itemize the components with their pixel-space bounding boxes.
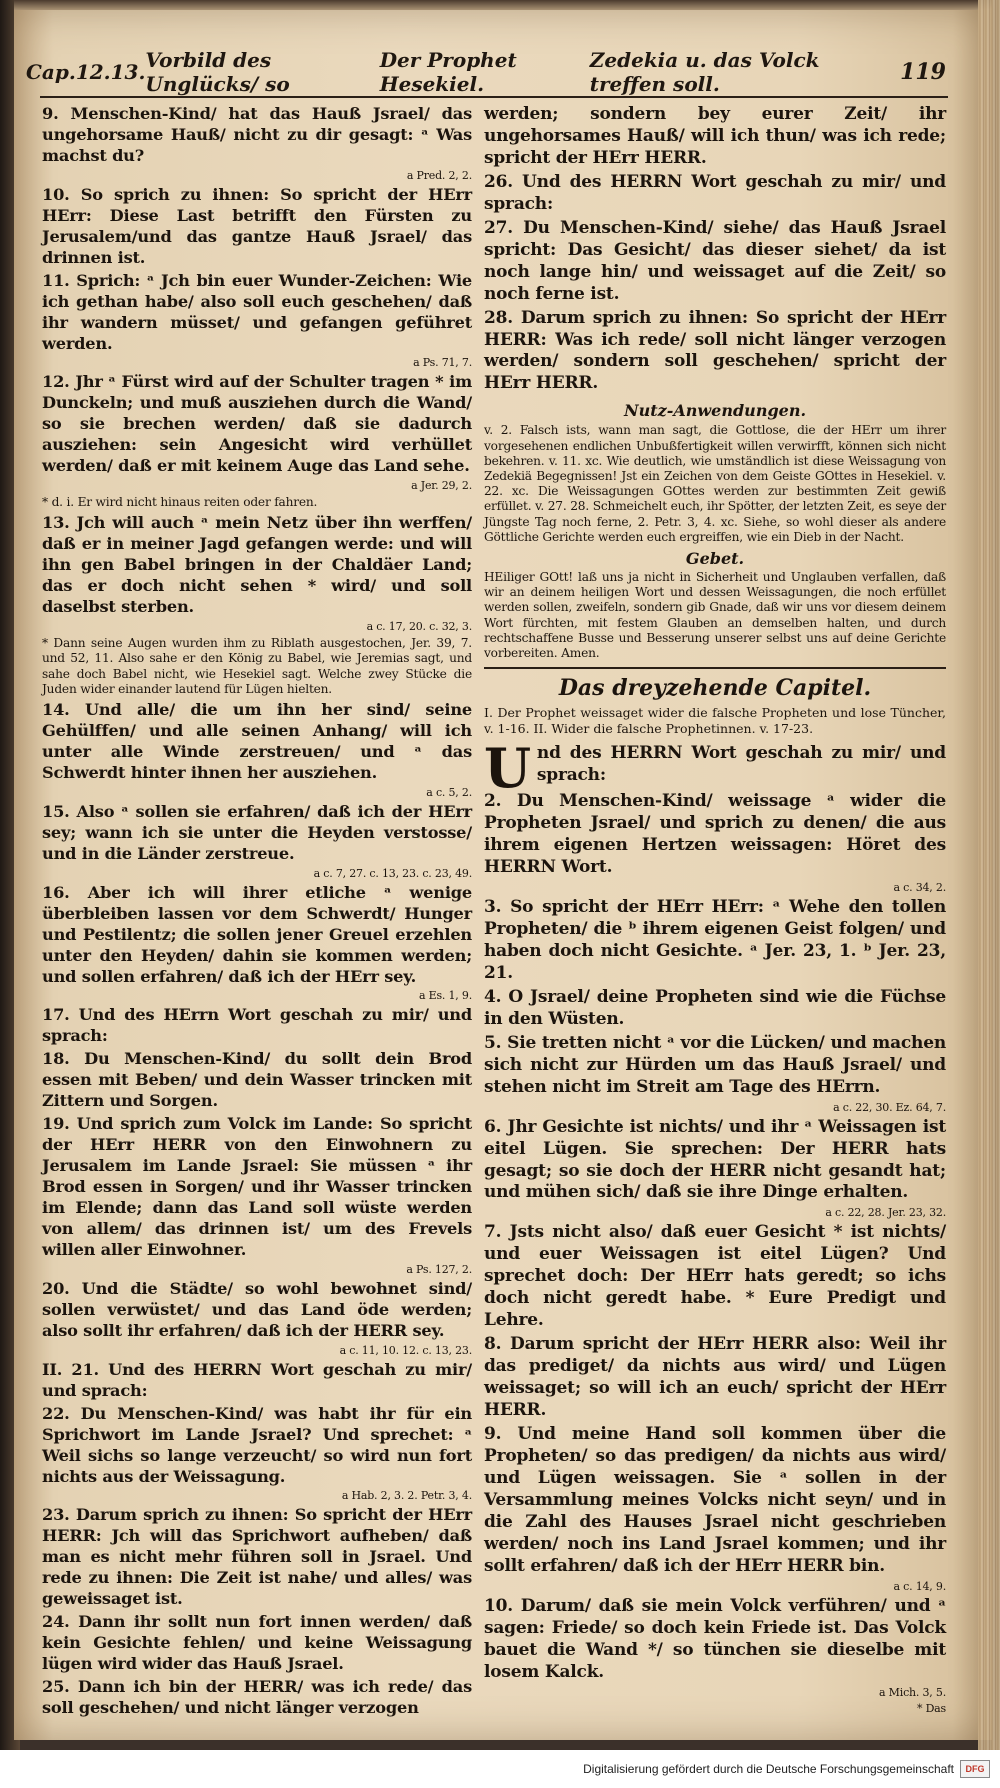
marginal-reference: a Jer. 29, 2. [411,479,472,493]
verse-paragraph: 4. O Jsrael/ deine Propheten sind wie die Füchse in den Wüsten. [484,986,946,1029]
chapter-verses [484,791,946,1714]
header-book-title: Der Prophet Hesekiel. [379,48,517,96]
page-edge [978,0,1000,1750]
marginal-reference: a c. 7, 27. c. 13, 23. c. 23, 49. [313,866,472,880]
verse-paragraph: 25. Dann ich bin der HERR/ was ich rede/ das soll geschehen/ und nicht länger verzogen [42,1677,472,1718]
left-column [42,104,472,1721]
verse-paragraph: 10. So sprich zu ihnen: So spricht der HErr HErr: Diese Last betrifft den Fürsten zu Jerusalem/und das gantze Hauß Jsrael/ das drinnen ist. [42,184,472,267]
header-rule [40,96,948,98]
verse-paragraph: 17. Und des HErrn Wort geschah zu mir/ und sprach: [42,1005,472,1046]
verse-paragraph: 22. Du Menschen-Kind/ was habt ihr für ein Sprichwort im Lande Jsrael? Und sprechet: ᵃ Weil sichs so lange verzeucht/ so wird nun fort nichts aus der Weissagung. [42,1403,472,1486]
marginal-reference: a c. 34, 2. [893,881,946,895]
footnote: * d. i. Er wird nicht hinaus reiten oder fahren. [42,495,318,510]
marginal-reference: a c. 22, 28. Jer. 23, 32. [825,1206,946,1220]
marginal-reference: a Mich. 3, 5. [879,1685,946,1699]
header-chapter-ref: Cap.12.13. [26,60,146,84]
verse-paragraph: 12. Jhr ᵃ Fürst wird auf der Schulter tragen * im Dunckeln; und muß ausziehen durch die Wand/ so sie brechen werden/ daß sie dadurch ausziehen: sein Angesicht wird verhüllet werden/ daß er mit keinem Auge das Land sehe. [42,372,472,476]
verse-paragraph: 15. Also ᵃ sollen sie erfahren/ daß ich der HErr sey; wann ich sie unter die Heyden verstosse/ und in die Länder zerstreue. [42,801,472,863]
chapter-summary: I. Der Prophet weissaget wider die falsche Propheten und lose Tüncher, v. 1-16. II. Wider die falsche Prophetinnen. v. 17-23. [484,705,946,737]
chapter-first-line: nd des HERRN Wort geschah zu mir/ und sprach: [536,743,946,786]
verse-paragraph: 6. Jhr Gesichte ist nichts/ und ihr ᵃ Weissagen ist eitel Lügen. Sie sprechen: Der HERR hats gesagt; so sie doch der HERR nicht gesandt hat; und mühen sich/ daß sie ihre Dinge erhalten. [484,1116,946,1203]
marginal-reference: * Das [916,1701,946,1715]
verse-paragraph: 18. Du Menschen-Kind/ du sollt dein Brod essen mit Beben/ und dein Wasser trincken mit Zittern und Sorgen. [42,1049,472,1111]
marginal-reference: a c. 11, 10. 12. c. 13, 23. [339,1343,472,1357]
footer-credit: Digitalisierung gefördert durch die Deutsche Forschungsgemeinschaft [583,1762,954,1776]
verse-paragraph: 14. Und alle/ die um ihn her sind/ seine Gehülffen/ und alle seinen Anhang/ will ich unter alle Winde zerstreuen/ und ᵃ das Schwerdt hinter ihnen her ausziehen. [42,700,472,782]
running-header [26,48,946,96]
digitization-footer [0,1750,1000,1788]
marginal-reference: a c. 17, 20. c. 32, 3. [366,620,472,634]
marginal-reference: a c. 5, 2. [426,785,472,799]
marginal-reference: a Es. 1, 9. [418,989,472,1003]
gebet-text: HEiliger GOtt! laß uns ja nicht in Sicherheit und Unglauben verfallen, daß wir an deinem heiligen Wort und dessen Weissagungen, die noch erfüllet werden sollen, zweifeln, sondern gib Gnade, daß wir uns vor diesem deinem Wort fürchten, mit festem Glauben an demselben halten, und durch rechtschaffene Busse und Besserung unserer selbst uns auf deine Gerichte vorbereiten. Amen. [484,570,946,661]
marginal-reference: a Ps. 71, 7. [413,356,472,370]
marginal-reference: a Ps. 127, 2. [406,1262,472,1276]
nutz-anwendungen-title: Nutz-Anwendungen. [623,401,807,421]
verse-paragraph: 10. Darum/ daß sie mein Volck verführen/ und ᵃ sagen: Friede/ so doch kein Friede ist. Das Volck bauet die Wand */ so tünchen sie dieselbe mit losem Kalck. [484,1595,946,1682]
verse-paragraph: 2. Du Menschen-Kind/ weissage ᵃ wider die Propheten Jsrael/ und sprich zu denen/ die aus ihrem eigenen Hertzen weissagen: Höret des HERRN Wort. [484,791,946,878]
dfg-logo: DFG [960,1760,990,1778]
section-rule [484,667,946,669]
verse-paragraph: werden; sondern bey eurer Zeit/ ihr ungehorsames Hauß/ will ich thun/ was ich rede; spricht der HErr HERR. [484,104,946,168]
verse-paragraph: 9. Und meine Hand soll kommen über die Propheten/ so das predigen/ da nichts aus wird/ und Lügen weissagen. Sie ᵃ sollen in der Versammlung meines Volcks nicht seyn/ und in die Zahl des Hauses Jsrael nicht geschrieben werden/ noch ins Land Jsrael kommen; und ihr sollt erfahren/ daß ich der HErr HERR bin. [484,1424,946,1576]
verse-paragraph: 9. Menschen-Kind/ hat das Hauß Jsrael/ das ungehorsame Hauß/ nicht zu dir gesagt: ᵃ Was machst du? [42,104,472,165]
chapter-first-verse [484,736,946,801]
verse-paragraph: 24. Dann ihr sollt nun fort innen werden/ daß kein Gesichte fehlen/ und keine Weissagung lügen wird wider das Hauß Jsrael. [42,1612,472,1674]
marginal-reference: a Hab. 2, 3. 2. Petr. 3, 4. [341,1489,472,1503]
verse-paragraph: 3. So spricht der HErr HErr: ᵃ Wehe den tollen Propheten/ die ᵇ ihrem eigenen Geist folgen/ und haben doch nicht Gesichte. ᵃ Jer. 23, 1. ᵇ Jer. 23, 21. [484,897,946,983]
verse-paragraph: 23. Darum sprich zu ihnen: So spricht der HErr HERR: Jch will das Sprichwort aufheben/ daß man es nicht mehr führen soll in Jsrael. Und rede zu ihnen: Die Zeit ist nahe/ und alles/ was geweissaget ist. [42,1505,472,1609]
page-number: 119 [900,59,946,85]
nutz-anwendungen-text: v. 2. Falsch ists, wann man sagt, die Gottlose, die der HErr um ihrer vorgesehenen endlichen Unbußfertigkeit willen verwirfft, können sich nicht bekehren. v. 11. xc. Wie deutlich, wie umständlich ist diese Weissagung von Zedekiä Begegnissen! Jst ein Zeichen von dem Geiste GOttes in Hesekiel. v. 22. xc. Die Weissagungen GOttes werden zur bestimmten Zeit gewiß erfüllet. v. 27. 28. Schmeichelt euch, ihr Spötter, der letzten Zeit, es seye der Jüngste Tag noch ferne, 2. Petr. 3, 4. xc. Siehe, so wohl dieser als andere Göttliche Gerichte werden euch ergreiffen, wie ein Dieb in der Nacht. [484,423,946,544]
marginal-reference: a Pred. 2, 2. [406,168,472,182]
header-topic-2: Zedekia u. das Volck treffen soll. [589,48,820,96]
right-column [484,104,946,1718]
verse-paragraph: 28. Darum sprich zu ihnen: So spricht der HErr HERR: Was ich rede/ soll nicht länger verzogen werden/ sondern soll geschehen/ spricht der HErr HERR. [484,307,946,394]
verse-paragraph: 19. Und sprich zum Volck im Lande: So spricht der HErr HERR von den Einwohnern zu Jerusalem im Lande Jsrael: Sie müssen ᵃ ihr Brod essen in Sorgen/ und ihr Wasser trincken im Elende; dann das Land soll wüste werden von allem/ das drinnen ist/ um des Frevels willen aller Einwohner. [42,1114,472,1259]
footnote: * Dann seine Augen wurden ihm zu Riblath ausgestochen, Jer. 39, 7. und 52, 11. Also sahe er den König zu Babel, wie Jeremias sagt, und sahe doch Babel nicht, wie Hesekiel sagt. Welche zwey Stücke die Juden wider einander lautend für Lügen hielten. [42,636,472,696]
drop-cap: U [484,736,531,801]
verse-paragraph: 8. Darum spricht der HErr HERR also: Weil ihr das prediget/ da nichts aus wird/ und Lügen weissaget; so will ich an euch/ spricht der HErr HERR. [484,1334,946,1421]
verse-paragraph: 16. Aber ich will ihrer etliche ᵃ wenige überbleiben lassen vor dem Schwerdt/ Hunger und Pestilentz; die sollen jener Greuel erzehlen unter den Heyden/ dahin sie kommen werden; und sollen erfahren/ daß ich der HErr sey. [42,882,472,986]
chapter-title: Das dreyzehende Capitel. [558,675,872,702]
marginal-reference: a c. 14, 9. [893,1579,946,1593]
right-top-verses [484,104,946,395]
verse-paragraph: 26. Und des HERRN Wort geschah zu mir/ und sprach: [484,171,946,214]
verse-paragraph: 27. Du Menschen-Kind/ siehe/ das Hauß Jsrael spricht: Das Gesicht/ das dieser siehet/ da ist noch lange hin/ und weissaget auf die Zeit/ so noch ferne ist. [484,217,946,304]
gebet-title: Gebet. [685,549,745,569]
verse-paragraph: 13. Jch will auch ᵃ mein Netz über ihn werffen/ daß er in meiner Jagd gefangen werde: und will ihn gen Babel bringen in der Chaldäer Land; das er doch nicht sehen * wird/ und soll daselbst sterben. [42,513,472,617]
verse-paragraph: II. 21. Und des HERRN Wort geschah zu mir/ und sprach: [42,1359,472,1400]
verse-paragraph: 11. Sprich: ᵃ Jch bin euer Wunder-Zeichen: Wie ich gethan habe/ also soll euch geschehen/ daß ihr wandern müsset/ und gefangen geführet werden. [42,270,472,353]
marginal-reference: a c. 22, 30. Ez. 64, 7. [833,1100,946,1114]
header-topic-1: Vorbild des Unglücks/ so [145,48,290,96]
verse-paragraph: 7. Jsts nicht also/ daß euer Gesicht * ist nichts/ und euer Weissagen ist eitel Lügen? Und sprechet doch: Der HErr hats geredt; so ichs doch nicht geredt habe. * Eure Predigt und Lehre. [484,1222,946,1331]
verse-paragraph: 5. Sie tretten nicht ᵃ vor die Lücken/ und machen sich nicht zur Hürden um das Hauß Jsrael/ und stehen nicht im Streit am Tage des HErrn. [484,1032,946,1097]
verse-paragraph: 20. Und die Städte/ so wohl bewohnet sind/ sollen verwüstet/ und das Land öde werden; also sollt ihr erfahren/ daß ich der HERR sey. [42,1278,472,1340]
